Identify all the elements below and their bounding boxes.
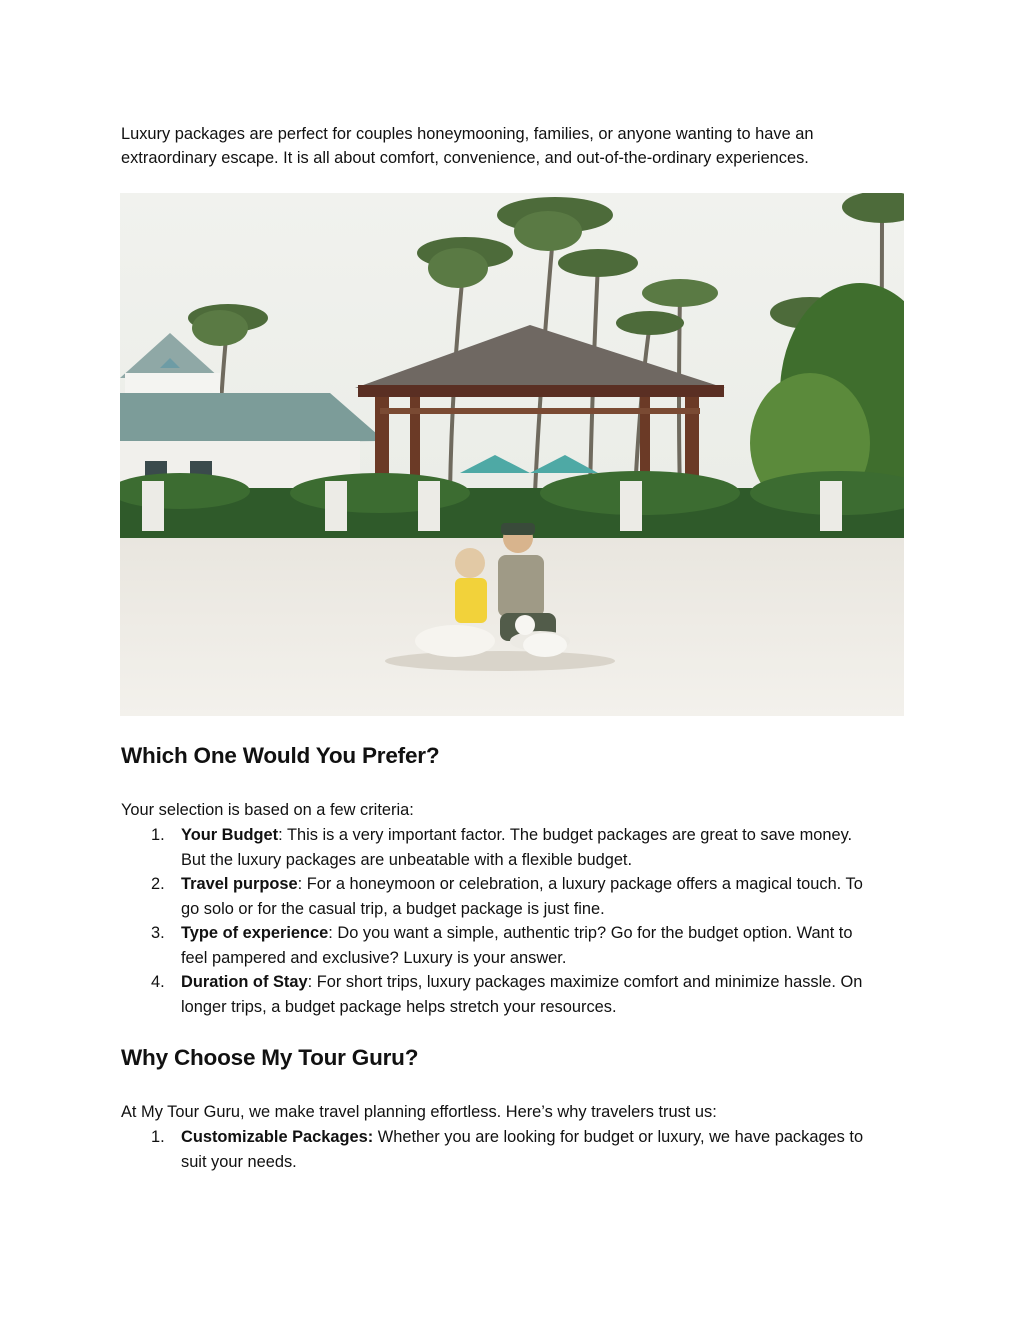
- list-item: [121, 970, 881, 1019]
- list-item-separator: :: [278, 826, 283, 844]
- list-item-text: Do you want a simple, authentic trip? Go for the budget option. Want to feel pampered and exclusive? Luxury is your answer.: [181, 924, 853, 967]
- list-item-title: Type of experience: [181, 924, 329, 942]
- list-item-text: This is a very important factor. The budget packages are great to save money. But the luxury packages are unbeatable with a flexible budget.: [181, 826, 853, 869]
- list-item-separator: :: [307, 973, 313, 991]
- beach-couple-photo: [120, 193, 904, 716]
- list-item-number: 1.: [151, 826, 165, 844]
- list-item-separator: :: [297, 875, 303, 893]
- section-heading-why: Why Choose My Tour Guru?: [121, 1045, 419, 1070]
- list-item-text: For a honeymoon or celebration, a luxury package offers a magical touch. To go solo or for the casual trip, a budget package is just fine.: [181, 875, 863, 918]
- list-item-title: Duration of Stay: [181, 973, 308, 991]
- list-item-number: 1.: [151, 1128, 165, 1146]
- criteria-list: [121, 823, 881, 1019]
- list-item-text: For short trips, luxury packages maximize comfort and minimize hassle. On longer trips, a budget package helps stretch your resources.: [181, 973, 863, 1016]
- list-item-separator: :: [328, 924, 333, 942]
- list-item: [121, 872, 881, 921]
- section-heading-prefer: Which One Would You Prefer?: [121, 743, 440, 768]
- criteria-lead-text: Your selection is based on a few criteria:: [121, 801, 414, 819]
- why-lead-text: At My Tour Guru, we make travel planning effortless. Here’s why travelers trust us:: [121, 1103, 717, 1121]
- list-item: [121, 921, 881, 970]
- reasons-list: [121, 1125, 881, 1174]
- intro-paragraph: Luxury packages are perfect for couples honeymooning, families, or anyone wanting to have an extraordinary escape. It is all about comfort, convenience, and out-of-the-ordinary experiences.: [121, 125, 814, 167]
- list-item-number: 2.: [151, 875, 165, 893]
- list-item: [121, 1125, 881, 1174]
- list-item-number: 3.: [151, 924, 165, 942]
- list-item-title: Customizable Packages:: [181, 1128, 374, 1146]
- list-item-title: Your Budget: [181, 826, 279, 844]
- list-item-number: 4.: [151, 973, 165, 991]
- list-item-title: Travel purpose: [181, 875, 298, 893]
- list-item: [121, 823, 881, 872]
- list-item-text: Whether you are looking for budget or luxury, we have packages to suit your needs.: [181, 1128, 864, 1171]
